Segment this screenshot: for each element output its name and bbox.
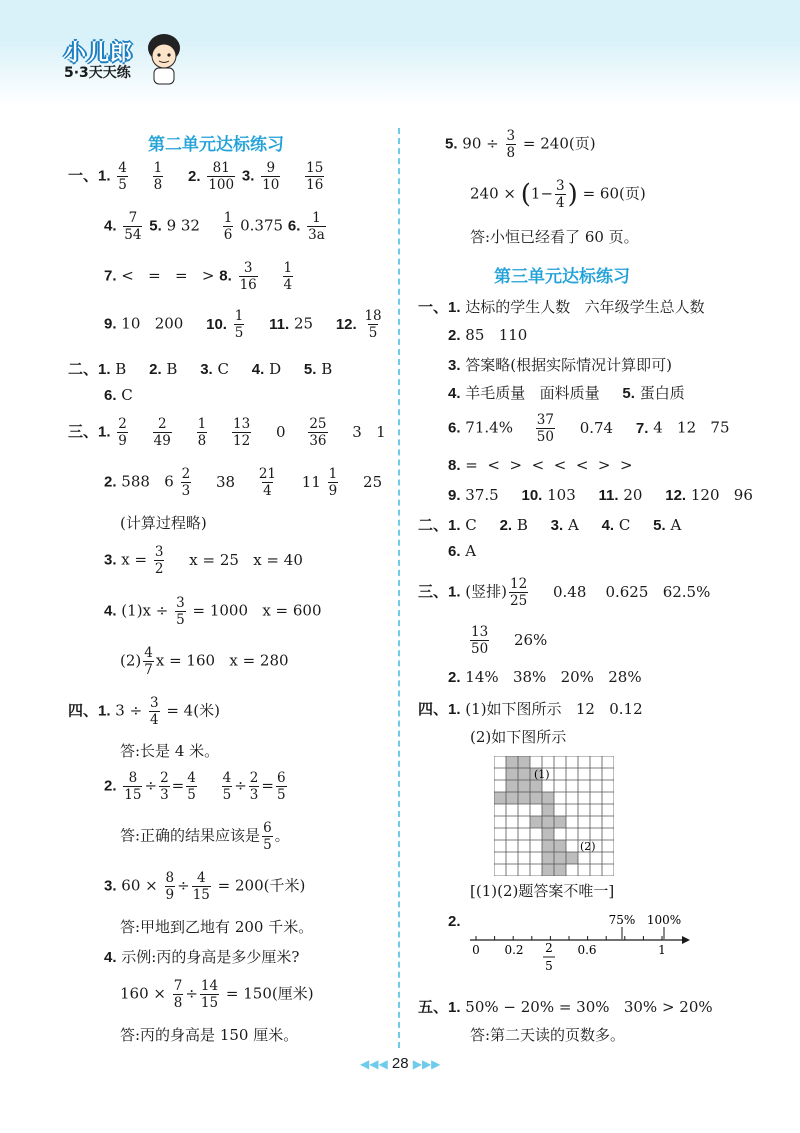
row-v1: 三、1. (竖排) $\frac{12}{25}$ 0.48 0.625 62.5% bbox=[418, 576, 711, 609]
row-r5-2: 240 × (1− $\frac{3}{4}$ ) = 60(页) bbox=[470, 178, 646, 211]
answer-r5: 答:小恒已经看了 60 页。 bbox=[470, 228, 639, 246]
shaded-cell bbox=[554, 816, 566, 828]
nl-label-75: 75% bbox=[608, 913, 636, 927]
page-footer: ◀◀◀ 28 ▶▶▶ bbox=[360, 1055, 441, 1072]
row-3-2: 2. 588 6 $\frac{2}{3}$ 38 $\frac{21}{4}$ 11 $\frac{1}{9}$ 25 bbox=[104, 466, 383, 499]
answer-4-4: 答:丙的身高是 150 厘米。 bbox=[120, 1026, 299, 1044]
row-t6: 6. 71.4% $\frac{37}{50}$ 0.74 7. 4 12 75 bbox=[448, 412, 730, 445]
shaded-cell bbox=[566, 852, 578, 864]
row-3-1: 三、1. $\frac{2}{9}$ $\frac{2}{49}$ $\frac{1}{8}$ $\frac{13}{12}$ 0 $\frac{25}{36}$ 3 1 bbox=[68, 416, 386, 449]
cartoon-boy-icon bbox=[142, 30, 186, 86]
row-3-4-2: (2) $\frac{4}{7}$ x = 160 x = 280 bbox=[120, 645, 289, 678]
row-t2: 2. 85 110 bbox=[448, 326, 528, 344]
brand-logo: 小儿郎 bbox=[64, 41, 134, 66]
nl-label-0: 0 bbox=[472, 943, 480, 957]
answer-4-2: 答:正确的结果应该是 $\frac{6}{5}$ 。 bbox=[120, 820, 290, 853]
row-t9: 9. 37.5 10. 103 11. 20 12. 120 96 bbox=[448, 486, 753, 504]
row-w1b: (2)如下图所示 bbox=[470, 728, 567, 746]
row-4-4-calc: 160 × $\frac{7}{8}$ ÷ $\frac{14}{15}$ = 150(厘米) bbox=[120, 978, 314, 1011]
row-2-1: 二、1. B 2. B 3. C 4. D 5. B bbox=[68, 360, 333, 378]
shaded-cell bbox=[518, 792, 530, 804]
row-1-4: 4. $\frac{7}{54}$ 5. 9 32 $\frac{1}{6}$ 0.375 6. $\frac{1}{3a}$ bbox=[104, 210, 325, 243]
row-t4: 4. 羊毛质量 面料质量 5. 蛋白质 bbox=[448, 384, 685, 402]
row-t1: 一、1. 达标的学生人数 六年级学生总人数 bbox=[418, 298, 705, 316]
answer-4-3: 答:甲地到乙地有 200 千米。 bbox=[120, 918, 314, 936]
row-3-3: 3. x = $\frac{3}{2}$ x = 25 x = 40 bbox=[104, 544, 303, 577]
shaded-cell bbox=[530, 780, 542, 792]
shaded-cell bbox=[506, 756, 518, 768]
shaded-cell bbox=[518, 756, 530, 768]
shaded-cell bbox=[542, 864, 554, 876]
nl-label-06: 0.6 bbox=[577, 943, 597, 957]
grid-label-1: (1) bbox=[534, 768, 550, 781]
frac: $\frac{4}{5}$ bbox=[118, 160, 127, 193]
row-1-1: 一、1. $\frac{4}{5}$ $\frac{1}{8}$ 2. $\frac{81}{100}$ 3. $\frac{9}{10}$ $\frac{15}{16}$ bbox=[68, 160, 324, 193]
column-divider bbox=[398, 128, 400, 1048]
shaded-cell bbox=[542, 792, 554, 804]
row-4-4: 4. 示例:丙的身高是多少厘米? bbox=[104, 948, 300, 966]
row-3-4: 4. (1)x ÷ $\frac{3}{5}$ = 1000 x = 600 bbox=[104, 595, 322, 628]
shaded-cell bbox=[542, 840, 554, 852]
nl-label-100: 100% bbox=[646, 913, 682, 927]
row-v2: 2. 14% 38% 20% 28% bbox=[448, 668, 642, 686]
nl-frac-den: 5 bbox=[545, 959, 553, 973]
nl-frac-num: 2 bbox=[545, 941, 553, 955]
answer-4-1: 答:长是 4 米。 bbox=[120, 742, 220, 760]
row-v1-2: $\frac{13}{50}$ 26% bbox=[471, 624, 548, 657]
shaded-cell bbox=[530, 792, 542, 804]
row-w1: 四、1. (1)如下图所示 12 0.12 bbox=[418, 700, 643, 718]
shaded-cell bbox=[542, 852, 554, 864]
shaded-cell bbox=[518, 780, 530, 792]
shaded-cell bbox=[554, 840, 566, 852]
row-4-1: 四、1. 3 ÷ $\frac{3}{4}$ = 4(米) bbox=[68, 695, 220, 728]
row-4-2: 2. $\frac{8}{15}$ ÷ $\frac{2}{3}$ = $\frac{4}{5}$ $\frac{4}{5}$ ÷ $\frac{2}{3}$ = $\frac{6}{5}$ bbox=[104, 770, 286, 803]
nl-label-02: 0.2 bbox=[504, 943, 524, 957]
section-title-unit3: 第三单元达标练习 bbox=[494, 267, 630, 287]
row-t8: 8. = < > < < < > > bbox=[448, 456, 633, 474]
shaded-cell bbox=[518, 768, 530, 780]
nl-label-1: 1 bbox=[658, 943, 666, 957]
shaded-cell bbox=[494, 792, 506, 804]
grid-label-2: (2) bbox=[580, 840, 596, 853]
row-u6: 6. A bbox=[448, 542, 477, 560]
shaded-cell bbox=[554, 852, 566, 864]
section-title-unit2: 第二单元达标练习 bbox=[148, 135, 284, 155]
grid-figure bbox=[494, 756, 614, 876]
row-4-3: 3. 60 × $\frac{8}{9}$ ÷ $\frac{4}{15}$ = 200(千米) bbox=[104, 870, 306, 903]
row-1-9: 9. 10 200 10. $\frac{1}{5}$ 11. 25 12. $\frac{18}{5}$ bbox=[104, 308, 382, 341]
note-w1: [(1)(2)题答案不唯一] bbox=[470, 882, 615, 900]
page-number: 28 bbox=[391, 1055, 409, 1072]
shaded-cell bbox=[554, 864, 566, 876]
row-x1: 五、1. 50% − 20% = 30% 30% > 20% bbox=[418, 998, 713, 1016]
row-t3: 3. 答案略(根据实际情况计算即可) bbox=[448, 356, 673, 374]
row-2-6: 6. C bbox=[104, 386, 133, 404]
row-1-7: 7. < = = > 8. $\frac{3}{16}$ $\frac{1}{4}$ bbox=[104, 260, 293, 293]
row-u1: 二、1. C 2. B 3. A 4. C 5. A bbox=[418, 516, 682, 534]
brand-subtitle: 5·3天天练 bbox=[64, 65, 131, 81]
shaded-cell bbox=[542, 816, 554, 828]
shaded-cell bbox=[542, 804, 554, 816]
answer-x1: 答:第二天读的页数多。 bbox=[470, 1026, 626, 1044]
header-band bbox=[0, 0, 800, 40]
note-calc: (计算过程略) bbox=[120, 514, 207, 532]
shaded-cell bbox=[506, 768, 518, 780]
row-w2-label: 2. bbox=[448, 913, 461, 930]
shaded-cell bbox=[506, 780, 518, 792]
number-line bbox=[464, 910, 694, 982]
shaded-cell bbox=[506, 792, 518, 804]
shaded-cell bbox=[542, 828, 554, 840]
shaded-cell bbox=[530, 816, 542, 828]
row-r5: 5. 90 ÷ $\frac{3}{8}$ = 240(页) bbox=[445, 128, 596, 161]
